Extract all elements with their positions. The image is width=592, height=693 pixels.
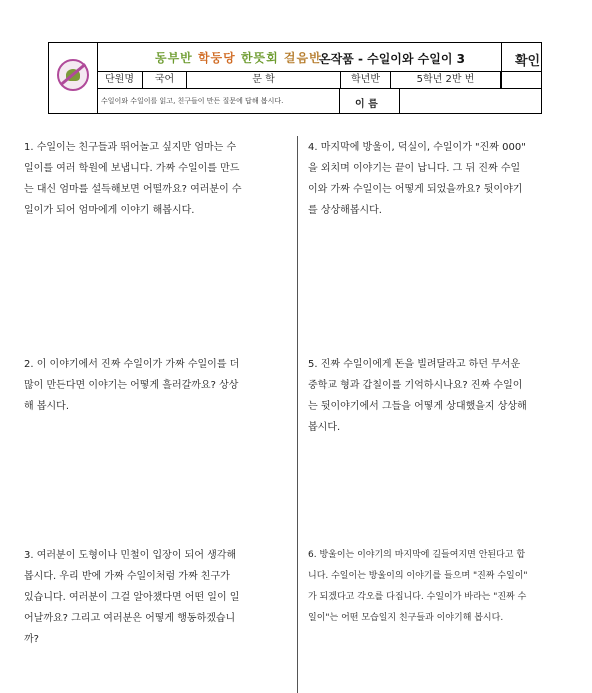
question-line: 2. 이 이야기에서 진짜 수일이가 가짜 수일이를 더 [24,359,240,370]
question-2 [24,354,239,417]
question-line: 있습니다. 여러분이 그걸 알아챘다면 어떤 일이 일 [24,592,240,603]
question-line: 1. 수일이는 친구들과 뛰어놀고 싶지만 엄마는 수 [24,142,237,153]
question-line: 이와 가짜 수일이는 어떻게 되었을까요? 뒷이야기 [308,184,523,195]
document-title: 온작품 - 수일이와 수일이 3 [319,52,465,66]
header-row-instruction [97,88,541,113]
question-line: 가 되겠다고 각오를 다집니다. 수일이가 바라는 "진짜 수 [308,592,527,602]
brand-word-1: 동부반 [155,51,193,65]
question-5 [308,354,527,438]
name-divider-left [339,88,340,113]
worksheet-header [48,42,542,114]
question-line: 봅시다. [308,422,341,433]
school-logo [57,59,89,91]
question-line: 3. 여러분이 도형이나 민철이 입장이 되어 생각해 [24,550,237,561]
class-value: 5학년 2반 번 [391,71,501,88]
question-line: 니다. 수일이는 방울이의 이야기를 들으며 "진짜 수일이" [308,571,528,581]
class-label: 학년반 [341,71,391,88]
question-1 [24,137,242,221]
question-line: 4. 마지막에 방울이, 덕실이, 수일이가 "진짜 000" [308,142,526,153]
brand-word-3: 한뜻회 [240,51,279,65]
question-line: 많이 만든다면 이야기는 어떻게 흘러갈까요? 상상 [24,380,239,391]
question-line: 일이가 되어 엄마에게 이야기 해봅시다. [24,205,195,216]
subject-value: 국어 [143,71,187,88]
question-line: 봅시다. 우리 반에 가짜 수일이처럼 가짜 친구가 [24,571,230,582]
logo-cell [49,43,98,113]
slash-icon [60,63,86,86]
question-line: 을 외치며 이야기는 끝이 납니다. 그 뒤 진짜 수일 [308,163,521,174]
question-3 [24,545,239,650]
name-label: 이 름 [355,99,378,110]
question-4 [308,137,526,221]
confirm-label: 확인 [515,54,541,69]
question-line: 해 봅시다. [24,401,69,412]
question-line: 까? [24,634,39,645]
brand-word-2: 학둥당 [197,51,236,65]
question-6 [308,545,528,629]
question-line: 를 상상해봅시다. [308,205,382,216]
question-line: 는 대신 엄마를 설득해보면 어떨까요? 여러분이 수 [24,184,242,195]
unit-label: 단원명 [97,71,143,88]
brand-word-4: 걸음반 [283,51,322,65]
brand-slogan [155,49,322,66]
question-line: 일이를 여러 학원에 보냅니다. 가짜 수일이를 만드 [24,163,240,174]
question-line: 는 뒷이야기에서 그들을 어떻게 상대했을지 상상해 [308,401,527,412]
name-divider-right [399,88,400,113]
question-line: 중학교 형과 갑칠이를 기억하시나요? 진짜 수일이 [308,380,523,391]
question-line: 6. 방울이는 이야기의 마지막에 길들여지면 안된다고 합 [308,550,526,560]
question-line: 일이"는 어떤 모습일지 친구들과 이야기해 봅시다. [308,613,504,623]
column-divider [297,136,298,693]
genre-value: 문 학 [187,71,341,88]
confirm-box [501,71,541,88]
question-line: 어날까요? 그리고 여러분은 어떻게 행동하겠습니 [24,613,236,624]
header-row-info [97,71,541,89]
header-row-title [97,43,541,72]
instruction-text: 수일이와 수일이를 읽고, 친구들이 만든 질문에 답해 봅시다. [101,97,284,105]
question-line: 5. 진짜 수일이에게 돈을 빌려달라고 하던 무서운 [308,359,521,370]
